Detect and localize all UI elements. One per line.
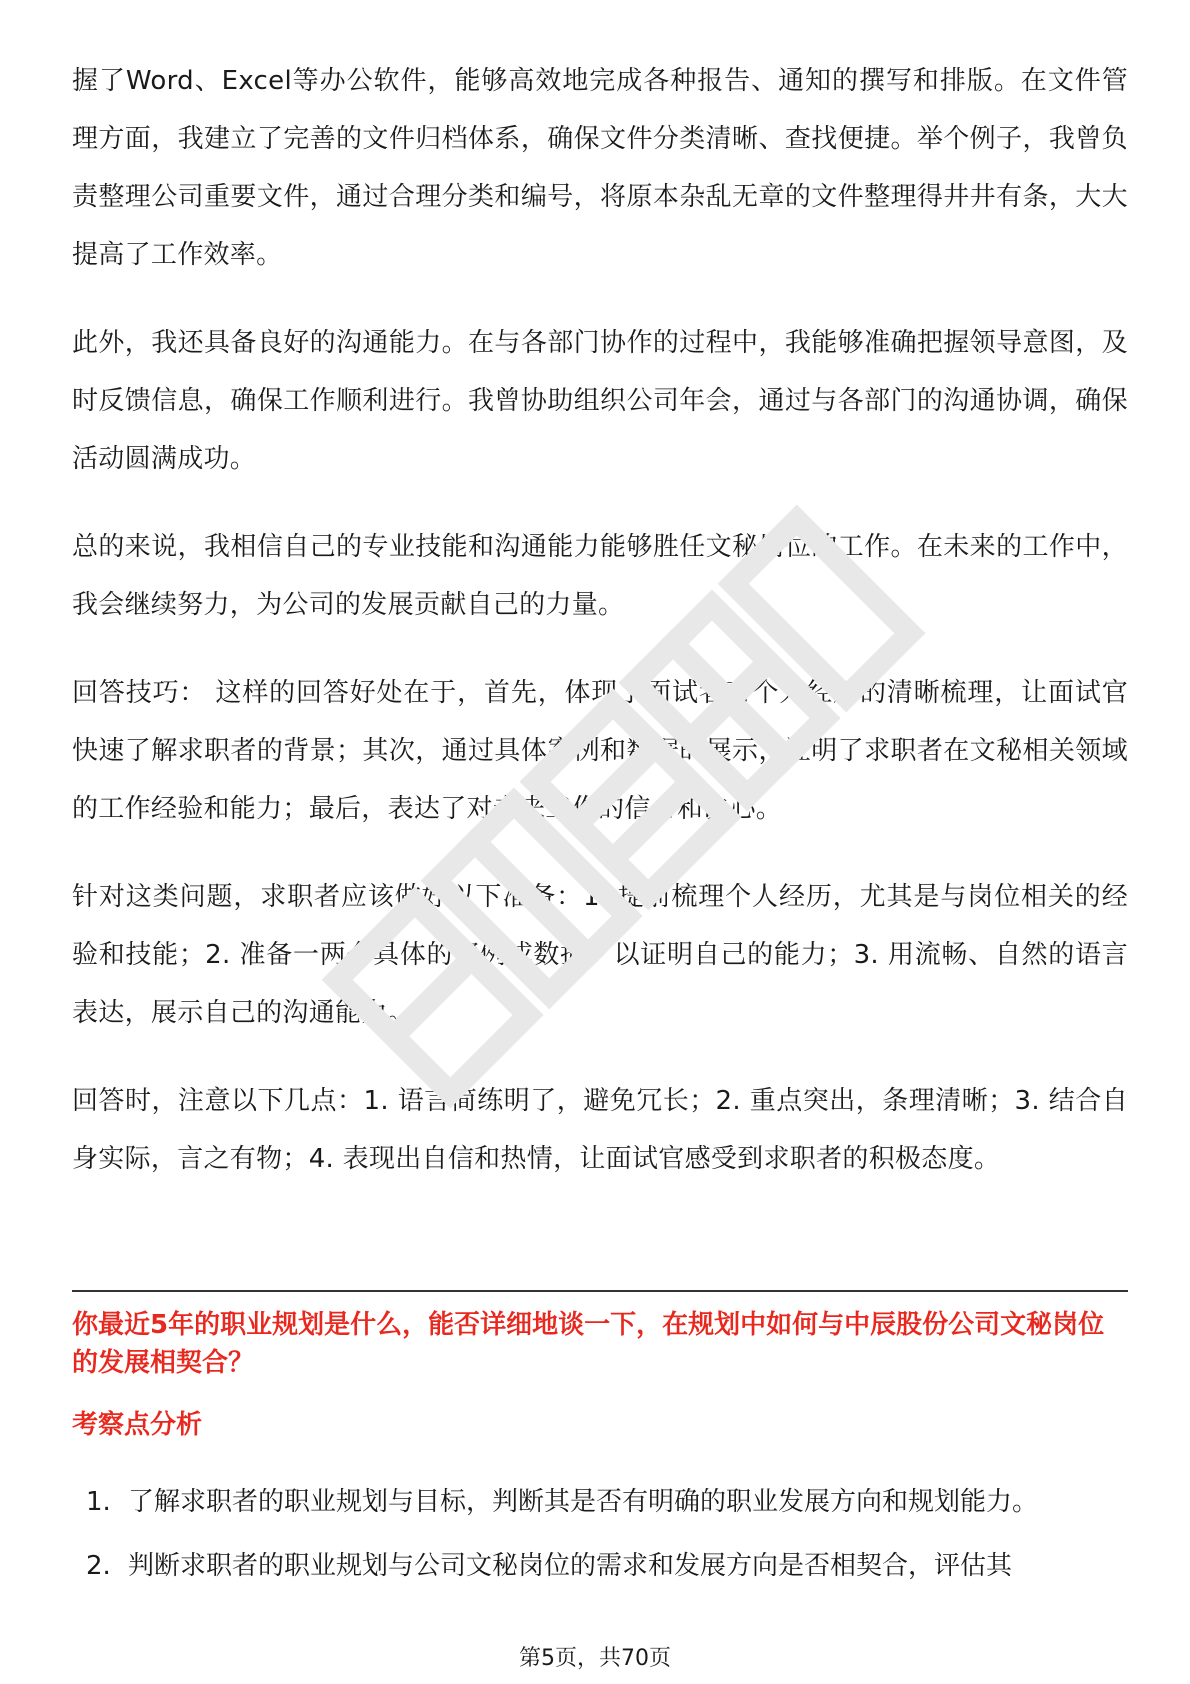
section-divider bbox=[72, 1290, 1128, 1292]
paragraph-6: 回答时，注意以下几点：1. 语言简练明了，避免冗长；2. 重点突出，条理清晰；3. 结合自身实际，言之有物；4. 表现出自信和热情，让面试官感受到求职者的积极态度。 bbox=[72, 1086, 1128, 1174]
list-item bbox=[72, 1474, 1128, 1530]
document-body bbox=[72, 52, 1128, 1218]
list-item-text: 了解求职者的职业规划与目标，判断其是否有明确的职业发展方向和规划能力。 bbox=[128, 1487, 1039, 1517]
list-item bbox=[72, 1538, 1128, 1594]
list-item-number: 2. bbox=[86, 1551, 111, 1581]
paragraph-4: 回答技巧： 这样的回答好处在于，首先，体现了面试者对个人经历的清晰梳理，让面试官快速了解求职者的背景；其次，通过具体案例和数据的展示，证明了求职者在文秘相关领域的工作经验和能力；最后，表达了对未来工作的信心和决心。 bbox=[72, 678, 1128, 824]
analysis-heading: 考察点分析 bbox=[72, 1410, 203, 1440]
paragraph-3: 总的来说，我相信自己的专业技能和沟通能力能够胜任文秘岗位的工作。在未来的工作中，我会继续努力，为公司的发展贡献自己的力量。 bbox=[72, 532, 1128, 620]
paragraph-5: 针对这类问题，求职者应该做好以下准备：1. 提前梳理个人经历，尤其是与岗位相关的经验和技能；2. 准备一两个具体的案例或数据，以证明自己的能力；3. 用流畅、自然的语言表达，展示自己的沟通能力。 bbox=[72, 882, 1128, 1028]
list-item-text: 判断求职者的职业规划与公司文秘岗位的需求和发展方向是否相契合，评估其 bbox=[128, 1551, 1013, 1581]
analysis-list bbox=[72, 1474, 1128, 1602]
paragraph-1: 握了Word、Excel等办公软件，能够高效地完成各种报告、通知的撰写和排版。在文件管理方面，我建立了完善的文件归档体系，确保文件分类清晰、查找便捷。举个例子，我曾负责整理公司重要文件，通过合理分类和编号，将原本杂乱无章的文件整理得井井有条，大大提高了工作效率。 bbox=[72, 66, 1128, 270]
list-item-number: 1. bbox=[86, 1487, 111, 1517]
page-number: 第5页，共70页 bbox=[519, 1646, 671, 1671]
paragraph-2: 此外，我还具备良好的沟通能力。在与各部门协作的过程中，我能够准确把握领导意图，及时反馈信息，确保工作顺利进行。我曾协助组织公司年会，通过与各部门的沟通协调，确保活动圆满成功。 bbox=[72, 328, 1128, 474]
question-heading: 你最近5年的职业规划是什么，能否详细地谈一下，在规划中如何与中辰股份公司文秘岗位的发展相契合？ bbox=[72, 1310, 1105, 1378]
